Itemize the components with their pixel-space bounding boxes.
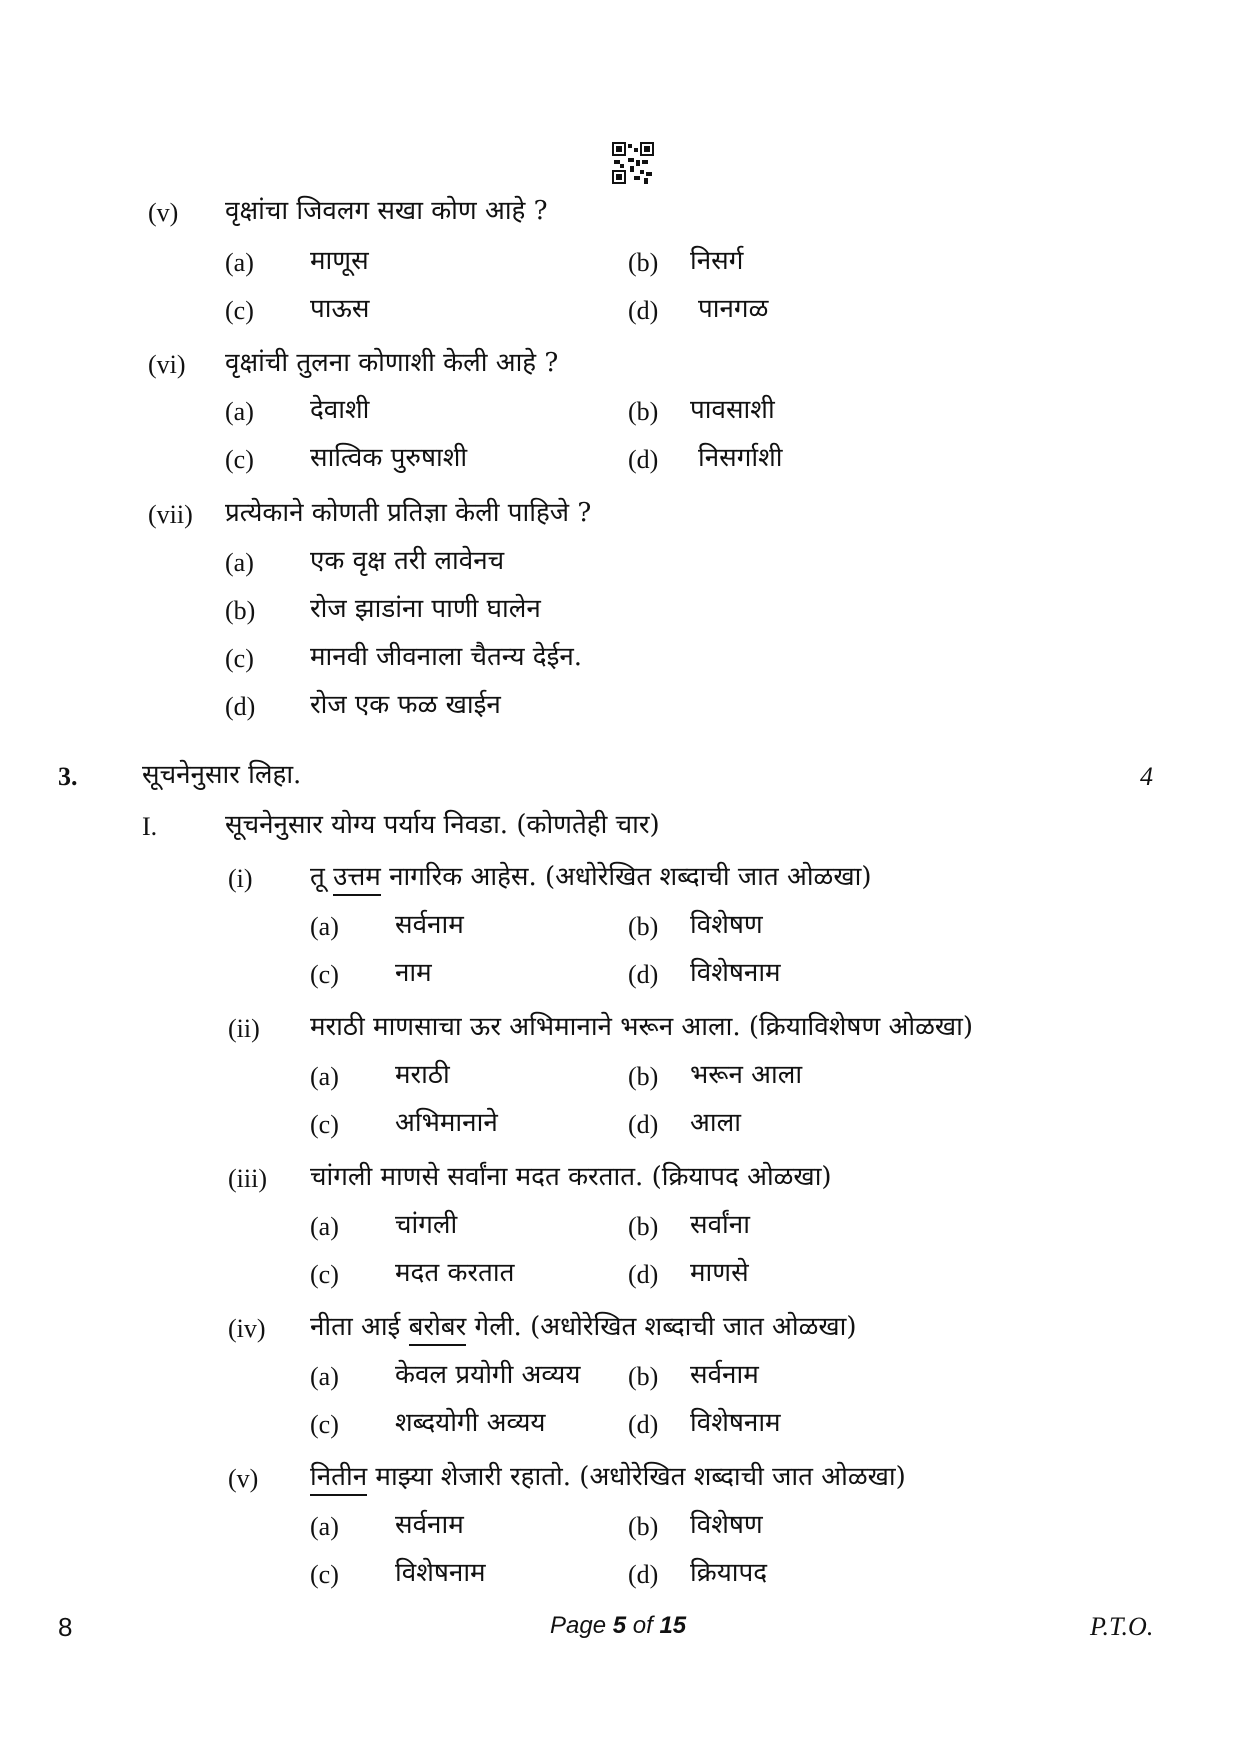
- option-label: (c): [310, 1110, 339, 1139]
- option-text: सर्वांना: [690, 1210, 750, 1240]
- question-text: प्रत्येकाने कोणती प्रतिज्ञा केली पाहिजे ?: [225, 498, 592, 528]
- option-text: एक वृक्ष तरी लावेनच: [310, 546, 505, 576]
- question-number: 3.: [58, 762, 78, 791]
- option-label: (c): [225, 644, 254, 673]
- option-label: (b): [628, 397, 659, 426]
- item-text: मराठी माणसाचा ऊर अभिमानाने भरून आला. (क्रियाविशेषण ओळखा): [310, 1012, 974, 1042]
- underlined-word: उत्तम: [333, 862, 381, 896]
- option-text: भरून आला: [690, 1060, 803, 1090]
- option-text: पानगळ: [698, 294, 769, 324]
- option-text: निसर्ग: [690, 246, 744, 276]
- question-number: (vii): [148, 500, 193, 529]
- option-text: माणसे: [690, 1258, 749, 1288]
- option-label: (b): [628, 248, 659, 277]
- option-label: (d): [628, 1260, 659, 1289]
- option-label: (a): [310, 1512, 339, 1541]
- page-number: Page 5 of 15: [550, 1612, 687, 1639]
- option-text: सात्विक पुरुषाशी: [310, 443, 468, 473]
- option-label: (b): [628, 1512, 659, 1541]
- option-label: (d): [225, 692, 256, 721]
- option-text: क्रियापद: [690, 1558, 768, 1588]
- option-label: (c): [310, 1410, 339, 1439]
- option-label: (b): [628, 1212, 659, 1241]
- option-text: पाऊस: [310, 294, 370, 324]
- option-text: विशेषण: [690, 1510, 763, 1540]
- option-text: केवल प्रयोगी अव्यय: [395, 1360, 581, 1390]
- option-text: पावसाशी: [690, 395, 775, 425]
- option-text: शब्दयोगी अव्यय: [395, 1408, 546, 1438]
- option-text: माणूस: [310, 246, 369, 276]
- option-label: (a): [310, 1062, 339, 1091]
- option-text: मदत करतात: [395, 1258, 515, 1288]
- underlined-word: नितीन: [310, 1462, 367, 1496]
- option-label: (d): [628, 1110, 659, 1139]
- marks: 4: [1140, 762, 1153, 791]
- option-label: (c): [225, 296, 254, 325]
- option-label: (d): [628, 960, 659, 989]
- item-text: नितीन माझ्या शेजारी रहातो. (अधोरेखित शब्दाची जात ओळखा): [310, 1464, 906, 1490]
- option-label: (c): [310, 1560, 339, 1589]
- option-label: (c): [225, 445, 254, 474]
- option-label: (b): [225, 596, 256, 625]
- option-label: (d): [628, 445, 659, 474]
- option-text: सर्वनाम: [690, 1360, 759, 1390]
- item-number: (iv): [228, 1314, 266, 1343]
- question-text: वृक्षांची तुलना कोणाशी केली आहे ?: [225, 348, 559, 378]
- paper-code: 8: [58, 1612, 73, 1642]
- option-text: सर्वनाम: [395, 1510, 464, 1540]
- part-number: I.: [142, 812, 158, 841]
- option-label: (d): [628, 1560, 659, 1589]
- option-label: (d): [628, 296, 659, 325]
- option-label: (a): [310, 912, 339, 941]
- part-title: सूचनेनुसार योग्य पर्याय निवडा. (कोणतेही चार): [225, 810, 660, 840]
- option-label: (a): [225, 548, 254, 577]
- option-label: (a): [310, 1212, 339, 1241]
- option-text: विशेषनाम: [395, 1558, 486, 1588]
- option-text: विशेषनाम: [690, 1408, 781, 1438]
- option-text: देवाशी: [310, 395, 370, 425]
- option-text: सर्वनाम: [395, 910, 464, 940]
- option-label: (a): [225, 248, 254, 277]
- question-text: वृक्षांचा जिवलग सखा कोण आहे ?: [225, 196, 548, 226]
- question-number: (vi): [148, 350, 186, 379]
- item-text: चांगली माणसे सर्वांना मदत करतात. (क्रियापद ओळखा): [310, 1162, 832, 1192]
- option-label: (c): [310, 1260, 339, 1289]
- option-label: (a): [225, 397, 254, 426]
- option-text: चांगली: [395, 1210, 458, 1240]
- option-text: नाम: [395, 958, 432, 988]
- option-label: (d): [628, 1410, 659, 1439]
- option-label: (b): [628, 1062, 659, 1091]
- option-label: (a): [310, 1362, 339, 1391]
- option-text: रोज झाडांना पाणी घालेन: [310, 594, 541, 624]
- item-number: (iii): [228, 1164, 267, 1193]
- question-number: (v): [148, 198, 179, 227]
- option-text: मराठी: [395, 1060, 450, 1090]
- option-text: रोज एक फळ खाईन: [310, 690, 501, 720]
- option-text: आला: [690, 1108, 741, 1138]
- option-text: निसर्गाशी: [698, 443, 783, 473]
- option-label: (c): [310, 960, 339, 989]
- option-text: अभिमानाने: [395, 1108, 498, 1138]
- item-text: तू उत्तम नागरिक आहेस. (अधोरेखित शब्दाची जात ओळखा): [310, 864, 871, 890]
- item-number: (ii): [228, 1014, 260, 1043]
- item-number: (v): [228, 1464, 259, 1493]
- option-label: (b): [628, 912, 659, 941]
- underlined-word: बरोबर: [409, 1312, 467, 1346]
- option-text: मानवी जीवनाला चैतन्य देईन.: [310, 642, 583, 672]
- qr-code-icon: [612, 142, 654, 184]
- option-text: विशेषनाम: [690, 958, 781, 988]
- pto-label: P.T.O.: [1090, 1612, 1154, 1641]
- item-number: (i): [228, 864, 253, 893]
- option-label: (b): [628, 1362, 659, 1391]
- item-text: नीता आई बरोबर गेली. (अधोरेखित शब्दाची जात ओळखा): [310, 1314, 857, 1340]
- question-title: सूचनेनुसार लिहा.: [142, 760, 302, 790]
- option-text: विशेषण: [690, 910, 763, 940]
